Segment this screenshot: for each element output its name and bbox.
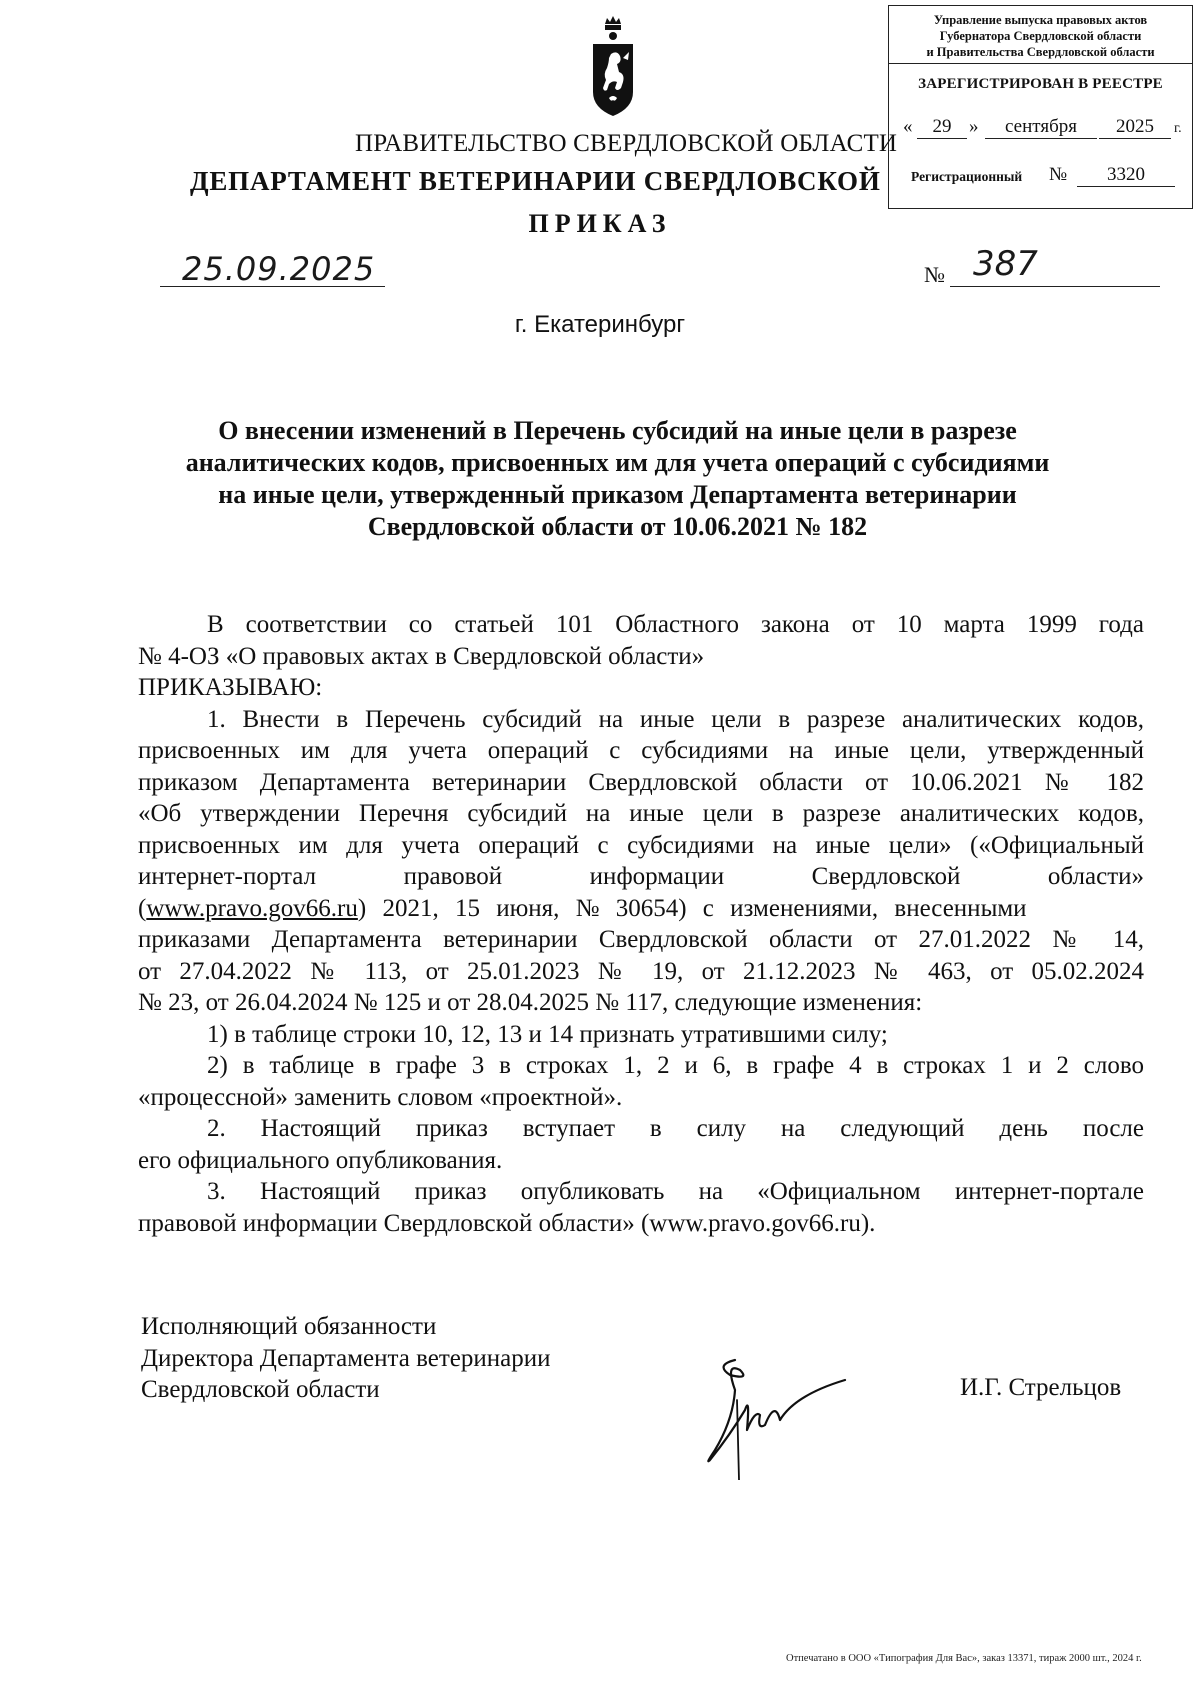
paragraph-3-line: правовой информации Свердловской области» (www.pravo.gov66.ru). — [138, 1209, 876, 1237]
stamp-quote-close: » — [969, 116, 979, 137]
order-date-underline — [160, 286, 385, 287]
city-line: г. Екатеринбург — [514, 311, 686, 338]
order-directive-word: ПРИКАЗЫВАЮ: — [138, 674, 323, 701]
order-number-underline — [950, 286, 1160, 287]
paragraph-1-line: от 27.04.2022 № 113, от 25.01.2023 № 19, от 21.12.2023 № 463, от 05.02.2024 — [138, 957, 1144, 985]
paragraph-1-line: «Об утверждении Перечня субсидий на иные цели в разрезе аналитических кодов, — [138, 800, 1144, 827]
stamp-reg-label: Регистрационный — [911, 169, 1023, 184]
registration-stamp — [888, 5, 1193, 209]
subject-line: Свердловской области от 10.06.2021 № 182 — [367, 512, 868, 541]
subject-line: аналитических кодов, присвоенных им для учета операций с субсидиями — [185, 448, 1050, 477]
subject-line: на иные цели, утвержденный приказом Департамента ветеринарии — [218, 480, 1017, 509]
subject-line: О внесении изменений в Перечень субсидий на иные цели в разрезе — [218, 416, 1017, 445]
handwritten-signature — [695, 1340, 855, 1480]
paragraph-2-line: его официального опубликования. — [138, 1146, 503, 1174]
document-type: ПРИКАЗ — [528, 209, 672, 238]
handwritten-order-number: 387 — [973, 244, 1038, 284]
subitem-1: 1) в таблице строки 10, 12, 13 и 14 признать утратившими силу; — [207, 1020, 888, 1048]
stamp-header-line: Губернатора Свердловской области — [939, 29, 1142, 43]
paragraph-1-line: интернет-портал правовой информации Свердловской области» — [138, 863, 1144, 890]
print-footer: Отпечатано в ООО «Типография Для Вас», заказ 13371, тираж 2000 шт., 2024 г. — [786, 1653, 1142, 1664]
link-paren: ( — [138, 894, 147, 922]
paragraph-1-link-line — [138, 893, 1144, 925]
order-number-label: № — [924, 262, 945, 287]
handwritten-order-date: 25.09.2025 — [182, 250, 376, 288]
stamp-year: 2025 — [1099, 116, 1171, 139]
subitem-2-line: 2) в таблице в графе 3 в строках 1, 2 и 6, в графе 4 в строках 1 и 2 слово — [207, 1052, 1144, 1079]
stamp-reg-number: 3320 — [1077, 164, 1175, 187]
signatory-position-line: Свердловской области — [141, 1376, 380, 1403]
preamble-line: В соответствии со статьей 101 Областного закона от 10 марта 1999 года — [207, 611, 1144, 638]
stamp-year-suffix: г. — [1174, 121, 1182, 136]
paragraph-1-line: № 23, от 26.04.2024 № 125 и от 28.04.2025 № 117, следующие изменения: — [138, 989, 923, 1016]
stamp-header — [889, 6, 1192, 64]
signatory-position — [141, 1311, 550, 1406]
signatory-position-line: Директора Департамента ветеринарии — [141, 1344, 551, 1372]
signatory-name: И.Г. Стрельцов — [960, 1374, 1122, 1401]
stamp-registered-label: ЗАРЕГИСТРИРОВАН В РЕЕСТРЕ — [918, 76, 1163, 92]
paragraph-1-line: присвоенных им для учета операций с субсидиями на иные цели, утвержденный — [138, 737, 1144, 764]
stamp-header-line: и Правительства Свердловской области — [926, 45, 1155, 59]
government-title: ПРАВИТЕЛЬСТВО СВЕРДЛОВСКОЙ ОБЛАСТИ — [355, 130, 898, 157]
paragraph-1-line: 1. Внести в Перечень субсидий на иные цели в разрезе аналитических кодов, — [207, 705, 1144, 733]
paragraph-2-line: 2. Настоящий приказ вступает в силу на следующий день после — [207, 1115, 1144, 1142]
department-title: ДЕПАРТАМЕНТ ВЕТЕРИНАРИИ СВЕРДЛОВСКОЙ — [190, 166, 881, 196]
order-body — [138, 609, 1144, 1239]
stamp-header-line: Управление выпуска правовых актов — [933, 13, 1148, 27]
stamp-month: сентября — [985, 116, 1097, 139]
coat-of-arms-emblem — [587, 14, 639, 118]
paragraph-1-line: присвоенных им для учета операций с субсидиями на иные цели» («Официальный — [138, 831, 1144, 859]
stamp-number-sign: № — [1049, 164, 1068, 185]
signatory-position-line: Исполняющий обязанности — [141, 1313, 437, 1340]
stamp-day: 29 — [917, 116, 967, 139]
order-subject — [130, 415, 1105, 543]
paragraph-3-line: 3. Настоящий приказ опубликовать на «Официальном интернет-портале — [207, 1178, 1144, 1205]
stamp-date-row — [889, 116, 1192, 146]
subitem-2-line: «процессной» заменить словом «проектной». — [138, 1083, 623, 1111]
paragraph-1-line: приказом Департамента ветеринарии Свердловской области от 10.06.2021 № 182 — [138, 768, 1144, 796]
paragraph-1-line: приказами Департамента ветеринарии Свердловской области от 27.01.2022 № 14, — [138, 926, 1144, 953]
stamp-quote-open: « — [903, 116, 913, 137]
stamp-number-row — [889, 164, 1192, 194]
preamble-line: № 4-ОЗ «О правовых актах в Свердловской области» — [138, 642, 705, 670]
link-line-rest: ) 2021, 15 июня, № 30654) с изменениями, внесенными — [357, 894, 1027, 922]
pravo-portal-link[interactable]: www.pravo.gov66.ru — [146, 894, 358, 922]
